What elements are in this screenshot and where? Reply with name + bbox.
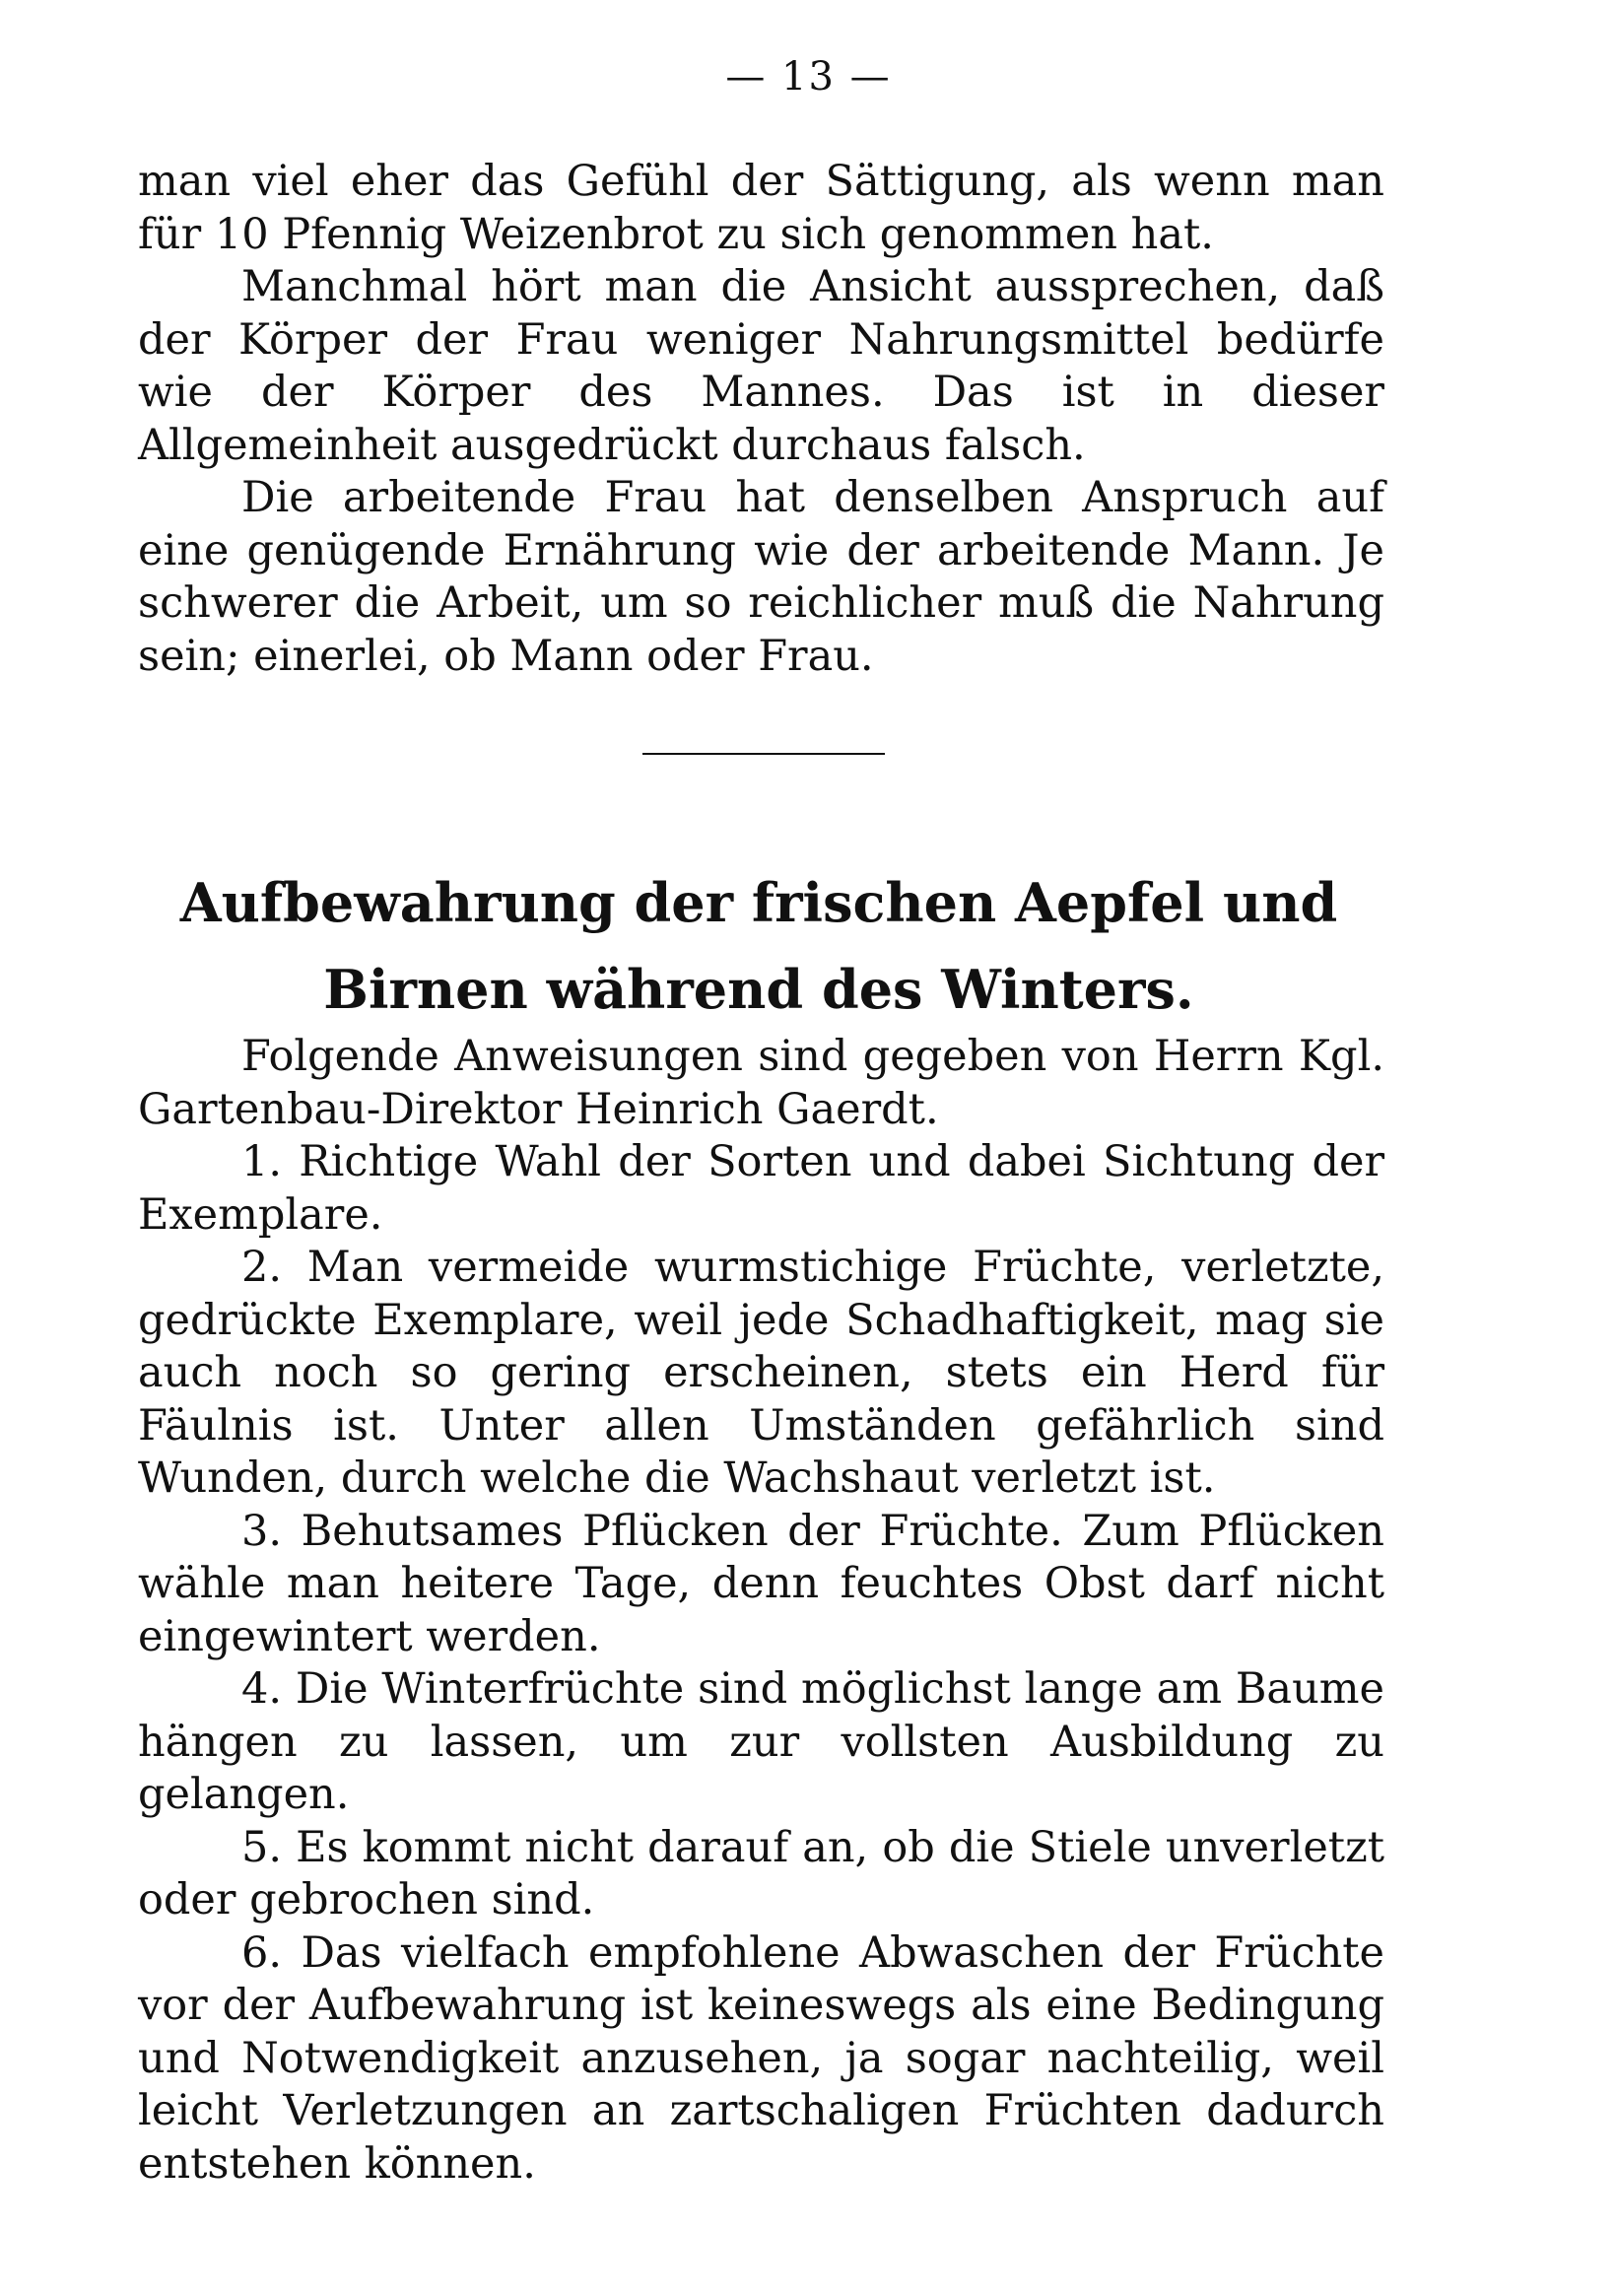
page-number: — 13 — — [725, 54, 892, 100]
paragraph: man viel eher das Gefühl der Sättigung, als wenn man für 10 Pfennig Weizenbrot zu sich genommen hat. — [138, 157, 1384, 259]
intro-text-block — [138, 156, 1384, 683]
section-lead: Folgende Anweisungen sind gegeben von Herrn Kgl. Gartenbau-Direktor Heinrich Gaerdt. — [138, 1032, 1384, 1134]
paragraph: Die arbeitende Frau hat denselben Anspruch auf eine genügende Ernährung wie der arbeitende Mann. Je schwerer die Arbeit, um so reichlicher muß die Nahrung sein; einerlei, ob Mann oder Frau. — [138, 473, 1384, 681]
section-title: Aufbewahrung der frischen Aepfel und Birnen während des Winters. — [179, 871, 1338, 1021]
list-item: 1. Richtige Wahl der Sorten und dabei Sichtung der Exemplare. — [138, 1137, 1384, 1240]
section-divider — [642, 753, 885, 755]
section-text-block — [138, 1031, 1384, 2191]
list-item: 3. Behutsames Pflücken der Früchte. Zum Pflücken wähle man heitere Tage, denn feuchtes Obst darf nicht eingewintert werden. — [138, 1506, 1384, 1661]
list-item: 6. Das vielfach empfohlene Abwaschen der Früchte vor der Aufbewahrung ist keineswegs als eine Bedingung und Notwendigkeit anzusehen, ja sogar nachteilig, weil leicht Verletzungen an zartschaligen Früchten dadurch entstehen können. — [138, 1927, 1384, 2189]
list-item: 4. Die Winterfrüchte sind möglichst lange am Baume hängen zu lassen, um zur vollsten Ausbildung zu gelangen. — [138, 1664, 1384, 1819]
list-item: 5. Es kommt nicht darauf an, ob die Stiele unverletzt oder gebrochen sind. — [138, 1822, 1384, 1925]
list-item: 2. Man vermeide wurmstichige Früchte, verletzte, gedrückte Exemplare, weil jede Schadhaftigkeit, mag sie auch noch so gering erscheinen, stets ein Herd für Fäulnis ist. Unter allen Umständen gefährlich sind Wunden, durch welche die Wachshaut verletzt ist. — [138, 1243, 1384, 1503]
paragraph: Manchmal hört man die Ansicht aussprechen, daß der Körper der Frau weniger Nahrungsmittel bedürfe wie der Körper des Mannes. Das ist in dieser Allgemeinheit ausgedrückt durchaus falsch. — [138, 262, 1384, 470]
